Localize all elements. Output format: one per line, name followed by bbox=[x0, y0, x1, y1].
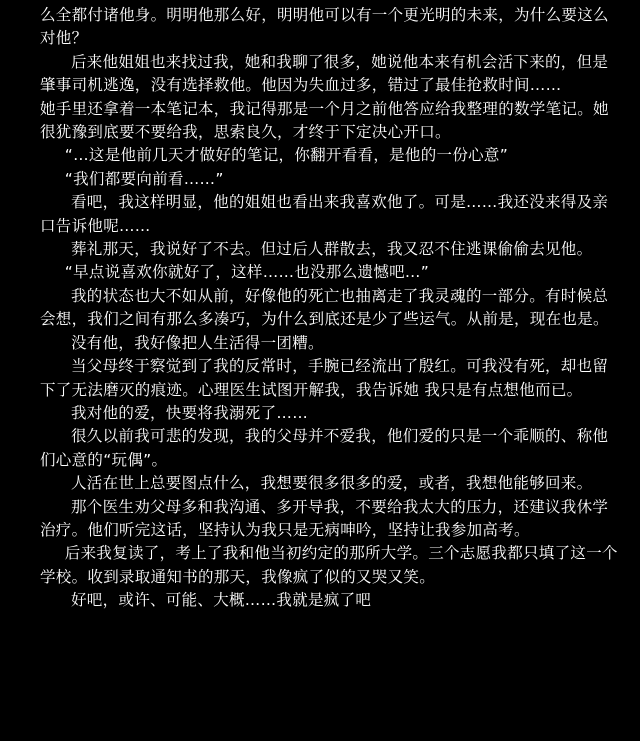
paragraph: 看吧，我这样明显，他的姐姐也看出来我喜欢他了。可是……我还没来得及亲口告诉他呢…… bbox=[40, 193, 609, 235]
paragraph: 我对他的爱，快要将我溺死了…… bbox=[71, 403, 309, 422]
paragraph: “早点说喜欢你就好了，这样……也没那么遗憾吧…” bbox=[64, 263, 430, 282]
paragraph: 那个医生劝父母多和我沟通、多开导我，不要给我太大的压力，还建议我休学治疗。他们听完这话，坚持认为我只是无病呻吟，坚持让我参加高考。 bbox=[40, 497, 609, 539]
paragraph: 她手里还拿着一本笔记本，我记得那是一个月之前他答应给我整理的数学笔记。她很犹豫到底要不要给我，思索良久，才终于下定决心开口。 bbox=[40, 99, 609, 142]
paragraph: 么全都付诸他身。明明他那么好，明明他可以有一个更光明的未来，为什么要这么对他？ bbox=[40, 6, 609, 48]
paragraph: 后来他姐姐也来找过我，她和我聊了很多，她说他本来有机会活下来的，但是肇事司机逃逸，没有选择救他。他因为失血过多，错过了最佳抢救时间…… bbox=[40, 52, 609, 95]
paragraph: 我的状态也大不如从前，好像他的死亡也抽离走了我灵魂的一部分。有时候总会想，我们之间有那么多凑巧，为什么到底还是少了些运气。从前是，现在也是。 bbox=[40, 286, 609, 329]
paragraph: 后来我复读了，考上了我和他当初约定的那所大学。三个志愿我都只填了这一个学校。收到录取通知书的那天，我像疯了似的又哭又笑。 bbox=[40, 544, 618, 586]
paragraph: 没有他，我好像把人生活得一团糟。 bbox=[71, 333, 324, 352]
paragraph: 葬礼那天，我说好了不去。但过后人群散去，我又忍不住逃课偷偷去见他。 bbox=[71, 240, 593, 259]
paragraph: “…这是他前几天才做好的笔记，你翻开看看，是他的一份心意” bbox=[64, 146, 509, 165]
paragraph: “我们都要向前看……” bbox=[64, 169, 224, 188]
paragraph: 当父母终于察觉到了我的反常时，手腕已经流出了殷红。可我没有死，却也留下了无法磨灭的痕迹。心理医生试图开解我，我告诉她 我只是有点想他而已。 bbox=[40, 357, 609, 399]
paragraph: 很久以前我可悲的发现，我的父母并不爱我，他们爱的只是一个乖顺的、称他们心意的“玩偶”。 bbox=[40, 427, 609, 469]
paragraph: 好吧，或许、可能、大概……我就是疯了吧 bbox=[71, 591, 372, 610]
paragraph: 人活在世上总要图点什么，我想要很多很多的爱，或者，我想他能够回来。 bbox=[71, 474, 593, 493]
